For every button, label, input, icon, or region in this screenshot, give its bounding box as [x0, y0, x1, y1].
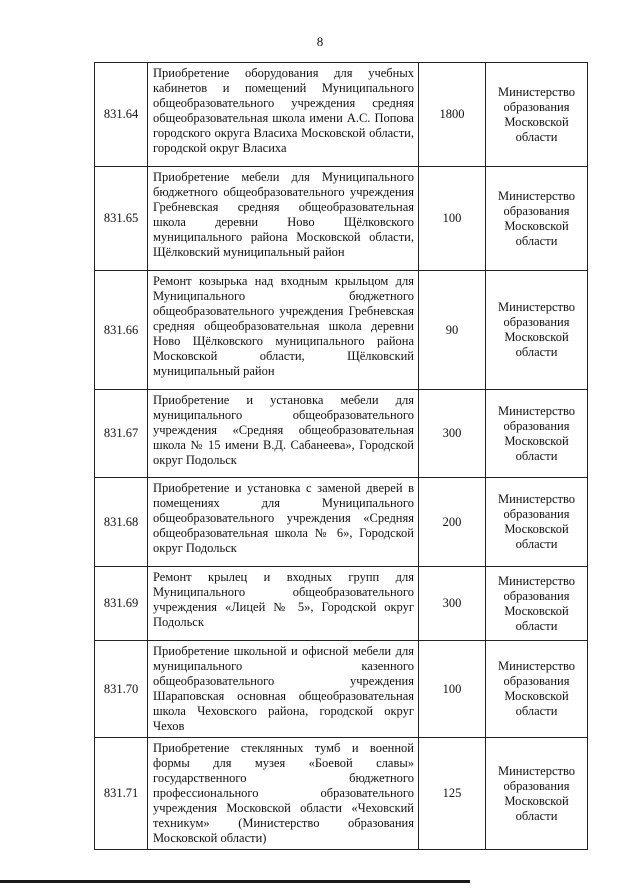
- page-number: 8: [316, 34, 324, 49]
- table-row: [95, 478, 588, 567]
- table-row: [95, 641, 588, 738]
- row-description: Приобретение стеклянных тумб и военной формы для музея «Боевой славы» государственного бюджетного профессионального образовательного учреждения Московской области «Чеховский техникум» (Министерство образования Московской области): [148, 738, 419, 850]
- row-description: Приобретение и установка с заменой дверей в помещениях для Муниципального общеобразовательного учреждения «Средняя общеобразовательная школа № 6», Городской округ Подольск: [148, 478, 419, 567]
- row-description: Приобретение оборудования для учебных кабинетов и помещений Муниципального общеобразовательного учреждения средняя общеобразовательная школа имени А.С. Попова городского округа Власиха Московской области, городской округ Власиха: [148, 63, 419, 167]
- row-organization: Министерство образования Московской области: [486, 271, 588, 390]
- row-number: 831.71: [95, 738, 148, 850]
- row-organization: Министерство образования Московской области: [486, 641, 588, 738]
- row-description: Ремонт крылец и входных групп для Муниципального общеобразовательного учреждения «Лицей № 5», Городской округ Подольск: [148, 567, 419, 641]
- row-number: 831.68: [95, 478, 148, 567]
- row-description: Ремонт козырька над входным крыльцом для Муниципального бюджетного общеобразовательного учреждения Гребневская средняя общеобразовательная школа деревни Ново Щёлковского муниципального района Московской области, Щёлковский муниципальный район: [148, 271, 419, 390]
- scan-edge-line: [0, 880, 470, 883]
- row-organization: Министерство образования Московской области: [486, 167, 588, 271]
- table-row: [95, 390, 588, 478]
- table-row: [95, 271, 588, 390]
- row-organization: Министерство образования Московской области: [486, 390, 588, 478]
- row-number: 831.65: [95, 167, 148, 271]
- table-row: [95, 63, 588, 167]
- row-amount: 300: [419, 567, 486, 641]
- row-organization: Министерство образования Московской области: [486, 63, 588, 167]
- row-amount: 125: [419, 738, 486, 850]
- row-organization: Министерство образования Московской области: [486, 478, 588, 567]
- row-description: Приобретение мебели для Муниципального бюджетного общеобразовательного учреждения Гребневская средняя общеобразовательная школа деревни Ново Щёлковского муниципального района Московской области, Щёлковский муниципальный район: [148, 167, 419, 271]
- row-amount: 300: [419, 390, 486, 478]
- row-organization: Министерство образования Московской области: [486, 738, 588, 850]
- budget-table: [94, 62, 588, 850]
- row-description: Приобретение и установка мебели для муниципального общеобразовательного учреждения «Средняя общеобразовательная школа № 15 имени В.Д. Сабанеева», Городской округ Подольск: [148, 390, 419, 478]
- row-description: Приобретение школьной и офисной мебели для муниципального казенного общеобразовательного учреждения Шараповская основная общеобразовательная школа Чеховского района, городской округ Чехов: [148, 641, 419, 738]
- table-row: [95, 738, 588, 850]
- row-amount: 100: [419, 641, 486, 738]
- row-number: 831.66: [95, 271, 148, 390]
- table-row: [95, 567, 588, 641]
- row-number: 831.67: [95, 390, 148, 478]
- row-amount: 1800: [419, 63, 486, 167]
- row-number: 831.64: [95, 63, 148, 167]
- row-organization: Министерство образования Московской области: [486, 567, 588, 641]
- table-row: [95, 167, 588, 271]
- row-amount: 100: [419, 167, 486, 271]
- row-amount: 200: [419, 478, 486, 567]
- row-number: 831.70: [95, 641, 148, 738]
- row-number: 831.69: [95, 567, 148, 641]
- row-amount: 90: [419, 271, 486, 390]
